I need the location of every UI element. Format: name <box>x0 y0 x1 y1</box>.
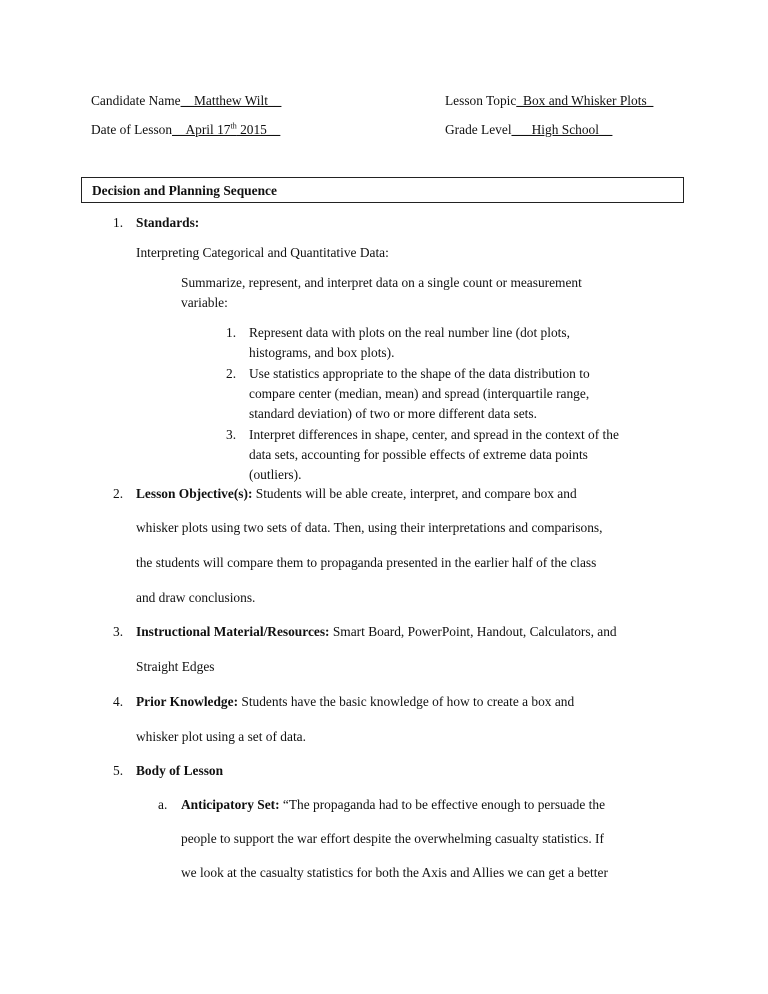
standard-item-text: Use statistics appropriate to the shape of the data distribution to <box>249 366 590 381</box>
lesson-topic-label: Lesson Topic <box>445 93 517 108</box>
grade-level-label: Grade Level <box>445 122 512 137</box>
materials-line2: Straight Edges <box>136 659 215 674</box>
standard-item-text: Represent data with plots on the real number line (dot plots, <box>249 325 570 340</box>
candidate-name-line <box>91 92 281 109</box>
standards-subtitle: Interpreting Categorical and Quantitative Data: <box>136 245 389 260</box>
body-number: 5. <box>113 763 124 778</box>
standard-item-text: standard deviation) of two or more different data sets. <box>249 406 537 421</box>
prior-number: 4. <box>113 694 124 709</box>
standard-item-number: 2. <box>226 366 237 381</box>
anticipatory-line2: people to support the war effort despite the overwhelming casualty statistics. If <box>181 831 604 846</box>
date-value: __April 17th 2015__ <box>172 121 281 137</box>
objective-line2: whisker plots using two sets of data. Then, using their interpretations and comparisons, <box>136 520 603 535</box>
materials-line1: Instructional Material/Resources: Smart Board, PowerPoint, Handout, Calculators, and <box>136 624 617 639</box>
objective-line3: the students will compare them to propaganda presented in the earlier half of the class <box>136 555 597 570</box>
anticipatory-line1: Anticipatory Set: “The propaganda had to be effective enough to persuade the <box>181 797 606 812</box>
date-of-lesson-line <box>91 121 280 138</box>
grade-level-value: ___High School__ <box>511 122 613 137</box>
standard-item-text: histograms, and box plots). <box>249 345 395 360</box>
objective-line1: Lesson Objective(s): Students will be able create, interpret, and compare box and <box>136 486 577 501</box>
prior-line2: whisker plot using a set of data. <box>136 729 306 744</box>
body-heading: Body of Lesson <box>136 763 224 778</box>
objective-line4: and draw conclusions. <box>136 590 256 605</box>
lesson-topic-value: _Box and Whisker Plots_ <box>516 93 654 108</box>
anticipatory-line3: we look at the casualty statistics for both the Axis and Allies we can get a better <box>181 865 608 880</box>
standard-item-text: (outliers). <box>249 467 302 482</box>
standard-item-number: 3. <box>226 427 237 442</box>
section-title-box <box>81 177 684 203</box>
grade-level-line <box>445 121 612 138</box>
anticipatory-letter: a. <box>158 797 168 812</box>
standard-item-text: data sets, accounting for possible effects of extreme data points <box>249 447 588 462</box>
objective-number: 2. <box>113 486 124 501</box>
standard-item-text: compare center (median, mean) and spread (interquartile range, <box>249 386 590 401</box>
standards-summary-line2: variable: <box>181 295 228 310</box>
section-title: Decision and Planning Sequence <box>92 183 277 198</box>
standards-heading: Standards: <box>136 215 200 230</box>
lesson-topic-line <box>445 92 653 109</box>
standard-item-text: Interpret differences in shape, center, and spread in the context of the <box>249 427 619 442</box>
candidate-name-value: __Matthew Wilt__ <box>180 93 282 108</box>
standard-item-number: 1. <box>226 325 237 340</box>
standards-number: 1. <box>113 215 124 230</box>
candidate-name-label: Candidate Name <box>91 93 181 108</box>
materials-number: 3. <box>113 624 124 639</box>
standards-summary-line1: Summarize, represent, and interpret data on a single count or measurement <box>181 275 582 290</box>
date-label: Date of Lesson <box>91 122 173 137</box>
prior-line1: Prior Knowledge: Students have the basic knowledge of how to create a box and <box>136 694 575 709</box>
